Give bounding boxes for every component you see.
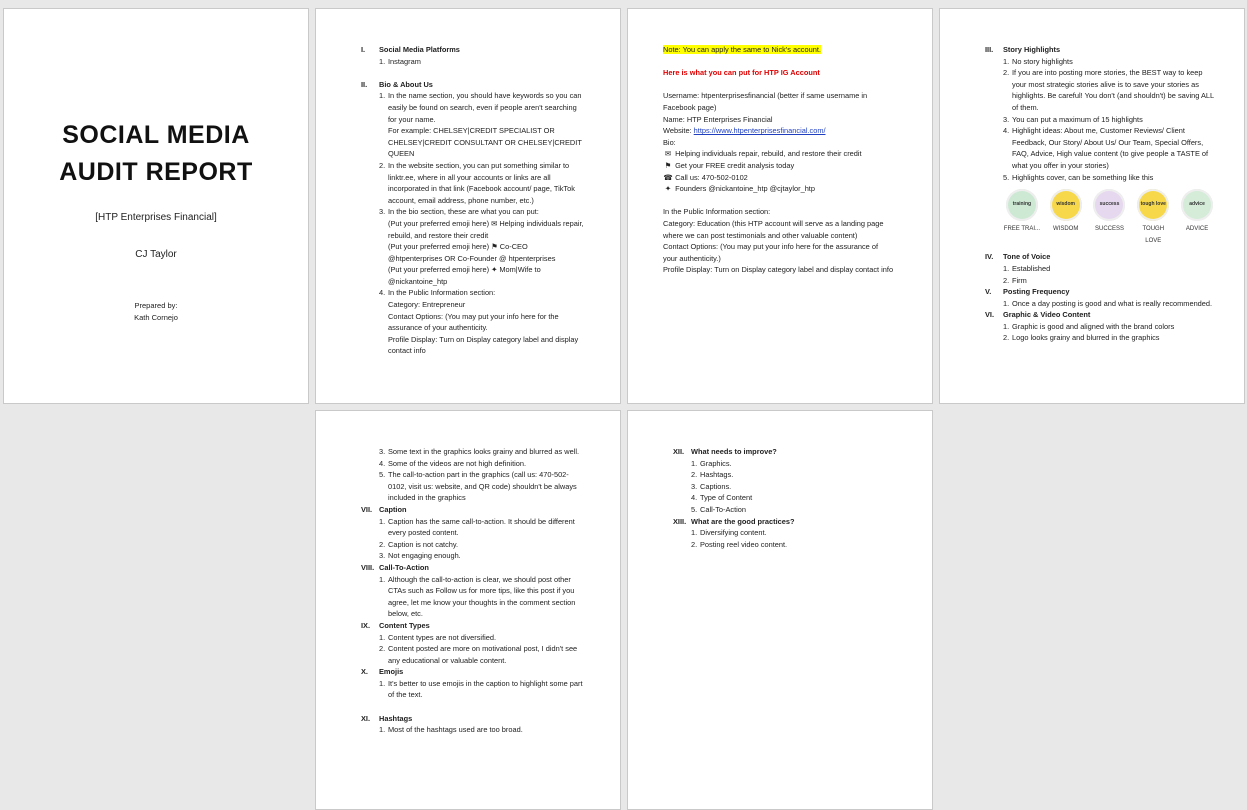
page-5-body: [361, 446, 584, 736]
page-2: [315, 8, 621, 404]
client-name: [HTP Enterprises Financial]: [95, 212, 217, 223]
section-number: II.: [361, 79, 368, 89]
page-5: [315, 410, 621, 810]
list-item: 1. Graphic is good and aligned with the brand colors: [1003, 321, 1175, 331]
section-number: X.: [361, 667, 368, 677]
highlight-cover[interactable]: [1178, 189, 1216, 247]
list-item: 2. Hashtags.: [691, 470, 734, 480]
list-item-text: Established: [1012, 263, 1051, 273]
list-item-text: Some text in the graphics looks grainy and blurred as well.: [388, 447, 580, 456]
bio-label: Bio:: [663, 137, 676, 147]
bio-line: [663, 160, 894, 172]
list-item-text: In the bio section, these are what you can put:: [388, 207, 539, 217]
section-number: V.: [985, 287, 992, 297]
section-caption: [361, 504, 584, 562]
prepared-by-label: Prepared by:: [134, 301, 178, 310]
title-line-2: AUDIT REPORT: [59, 158, 253, 186]
list-item-text: The call-to-action part in the graphics (call us: 470-502-0102, visit us: website, and QR code) shouldn't be always included in the graphics: [388, 470, 577, 503]
list-item: 1. Content types are not diversified.: [379, 632, 497, 642]
list-item-text: No story highlights: [1012, 56, 1073, 66]
section-number: III.: [985, 45, 994, 54]
list-item-text: (Put your preferred emoji here) ⚑ Co-CEO @htpenterprises OR Co-Founder @ htpenterprises: [388, 242, 556, 263]
list-item: 3. Captions.: [691, 481, 732, 491]
list-item: 2. Logo looks grainy and blurred in the graphics: [1003, 333, 1160, 343]
list-item: 1. Graphics.: [691, 458, 732, 468]
list-item: 4. Some of the videos are not high definition.: [379, 458, 527, 468]
website-line: [663, 125, 894, 137]
bio-text: Call us: 470-502-0102: [675, 172, 748, 182]
section-title: Social Media Platforms: [379, 45, 460, 54]
highlight-cover-image: wisdom: [1050, 189, 1082, 221]
list-item: 3. Not engaging enough.: [379, 551, 461, 561]
list-item-text: Content posted are more on motivational post, I didn't see any educational or valuable content.: [388, 644, 578, 665]
list-item: 1. Established: [1003, 263, 1051, 273]
list-item-text: Content types are not diversified.: [388, 632, 497, 642]
section-number: I.: [361, 45, 366, 54]
list-item-text: Call-To-Action: [700, 504, 746, 514]
list-item: 1. Instagram: [379, 56, 421, 66]
section-graphic-video-content: [985, 309, 1216, 344]
section-number: XIII.: [673, 516, 687, 526]
page-3: [627, 8, 933, 404]
list-item-text: Highlight ideas: About me, Customer Reviews/ Client Feedback, Our Story/ About Us/ Our Team, Special Offers, FAQ, Advice, High value content (to give people a TASTE of what you offer in your stories): [1012, 126, 1209, 170]
list-item-text: In the Public Information section:: [388, 288, 496, 298]
website-label: Website:: [663, 126, 694, 136]
bio-line: [663, 172, 894, 184]
section-story-highlights: [985, 44, 1216, 247]
section-title: Call-To-Action: [379, 562, 429, 572]
section-posting-frequency: [985, 286, 1216, 309]
website-link[interactable]: https://www.htpenterprisesfinancial.com/: [693, 126, 826, 136]
list-item-text: Most of the hashtags used are too broad.: [388, 725, 523, 735]
bio-text: Helping individuals repair, rebuild, and restore their credit: [675, 149, 862, 159]
list-item-text: Highlights cover, can be something like this: [1012, 172, 1154, 182]
section-list: [1003, 56, 1216, 184]
list-item-text: In the website section, you can put something similar to linktr.ee, where in all your accounts or links are all incorporated in that link (Facebook account/ page, TikTok account, email address, phone number, etc.): [388, 160, 575, 205]
list-item-text: For example: CHELSEY|CREDIT SPECIALIST OR CHELSEY|CREDIT CONSULTANT OR CHELSEY|CREDIT QUEEN: [388, 126, 582, 159]
highlight-cover-image: advice: [1181, 189, 1213, 221]
list-item-text: Caption is not catchy.: [388, 539, 459, 549]
list-item: 1. Diversifying content.: [691, 528, 767, 538]
section-title: Posting Frequency: [1003, 287, 1070, 297]
list-item-text: Category: Entrepreneur: [388, 300, 466, 310]
section-content-types: [361, 620, 584, 666]
list-item-text: Profile Display: Turn on Display category label and display contact info: [388, 334, 579, 356]
highlight-cover-image: training: [1006, 189, 1038, 221]
section-title: Tone of Voice: [1003, 252, 1051, 262]
list-item-text: Not engaging enough.: [388, 551, 461, 561]
section-list: [379, 632, 584, 667]
highlight-label: TOUGH LOVE: [1142, 226, 1165, 244]
list-item: 5. Call-To-Action: [691, 504, 746, 514]
section-bio-about-us: [361, 79, 584, 357]
cover-page: [3, 8, 309, 404]
list-item-text: Although the call-to-action is clear, we should post other CTAs such as Follow us for more tips, like this post if you agree, let me know your thoughts in the comment section below, etc.: [388, 574, 576, 619]
list-item-text: Once a day posting is good and what is really recommended.: [1012, 298, 1213, 308]
list-item: 1. No story highlights: [1003, 56, 1073, 66]
list-item: 2. Posting reel video content.: [691, 539, 788, 549]
list-item-text: Posting reel video content.: [700, 539, 788, 549]
profile-display-line: Profile Display: Turn on Display category label and display contact info: [663, 265, 894, 275]
list-item-text: Captions.: [700, 481, 732, 491]
section-title: What are the good practices?: [691, 516, 795, 526]
list-item: 1. Although the call-to-action is clear, we should post other CTAs such as Follow us for more tips, like this post if you agree, let me know your thoughts in the comment section below, etc.: [379, 574, 576, 619]
section-title: Emojis: [379, 667, 404, 677]
list-item-text: Diversifying content.: [700, 528, 767, 538]
author-name: CJ Taylor: [135, 249, 177, 260]
list-item: 1. Once a day posting is good and what is really recommended.: [1003, 298, 1213, 308]
highlight-label: WISDOM: [1053, 226, 1079, 233]
highlight-covers: [1003, 189, 1216, 247]
list-item: 2. Content posted are more on motivational post, I didn't see any educational or valuable content.: [379, 644, 578, 665]
section-list: [379, 678, 584, 701]
section-what-needs-to-improve: [673, 446, 896, 516]
section-title: Caption: [379, 504, 407, 514]
note-highlight: Note: You can apply the same to Nick's account.: [663, 45, 821, 54]
public-info-heading: In the Public Information section:: [663, 207, 771, 217]
list-item: 3. You can put a maximum of 15 highlights: [1003, 114, 1143, 124]
section-title: Content Types: [379, 620, 430, 630]
section-social-media-platforms: [361, 44, 584, 67]
page-4-body: [985, 44, 1216, 344]
bio-line: [663, 148, 894, 160]
list-item: 1. It's better to use emojis in the caption to highlight some part of the text.: [379, 678, 583, 700]
section-list: [379, 516, 584, 562]
page-2-body: [361, 44, 584, 357]
section-number: IV.: [985, 252, 994, 262]
section-list: [1003, 263, 1216, 286]
highlight-cover[interactable]: [1134, 189, 1172, 247]
list-item-text: Graphic is good and aligned with the brand colors: [1012, 321, 1175, 331]
bio-text: Founders @nickantoine_htp @cjtaylor_htp: [675, 184, 815, 194]
section-good-practices: [673, 516, 896, 551]
list-item: 1. Most of the hashtags used are too broad.: [379, 725, 523, 735]
list-item: 2. Firm: [1003, 275, 1027, 285]
list-item: 4. Type of Content: [691, 493, 753, 503]
highlight-cover[interactable]: [1003, 189, 1041, 247]
section-hashtags: [361, 713, 584, 736]
list-item-text: Hashtags.: [700, 470, 734, 480]
section-number: VII.: [361, 504, 373, 514]
list-item-text: Graphics.: [700, 458, 732, 468]
section-number: VIII.: [361, 562, 375, 572]
username-line: Username: htpenterprisesfinancial (better if same username in Facebook page): [663, 91, 868, 112]
bio-line: [663, 183, 894, 195]
list-item: 4. Highlight ideas: About me, Customer Reviews/ Client Feedback, Our Story/ About Us/ Our Team, Special Offers, FAQ, Advice, High value content (to give people a TASTE of what you offer in your stories): [1003, 126, 1209, 170]
flag-icon: ⚑: [664, 160, 672, 170]
list-item: 3. Some text in the graphics looks grainy and blurred as well.: [379, 447, 580, 456]
list-item: 3. In the bio section, these are what you can put: (Put your preferred emoji here) ✉ Helping individuals repair, rebuild, and restore their credit (Put your preferred emoji here) ⚑ Co-CEO @htpenterprises OR Co-Founder @ htpenterprises (Put your preferred emoji here) ✦ Mom|Wife to @nickantoine_htp: [379, 207, 584, 286]
list-item: 2. Caption is not catchy.: [379, 539, 459, 549]
list-item: 4. In the Public Information section: Category: Entrepreneur Contact Options: (You may put your info here for the assurance of your authenticity. Profile Display: Turn on Display category label and display contact info: [388, 287, 584, 357]
category-line: Category: Education (this HTP account will serve as a landing page where we can post testimonials and other valuable content): [663, 218, 884, 240]
list-item: 2. If you are into posting more stories, the BEST way to keep your most strategic stories alive is to save your stories as highlights. Be careful! You don't (and shouldn't) be saving ALL of them.: [1003, 68, 1214, 112]
section-title: What needs to improve?: [691, 447, 777, 456]
section-list: [691, 527, 896, 550]
section-number: XI.: [361, 713, 371, 723]
section-title: Hashtags: [379, 713, 413, 723]
section-tone-of-voice: [985, 251, 1216, 286]
report-title: [4, 117, 308, 191]
section-list: [379, 90, 584, 357]
list-item-text: Some of the videos are not high definition.: [388, 458, 527, 468]
section-list: [1003, 298, 1216, 310]
page-3-body: [663, 44, 894, 276]
list-item-text: (Put your preferred emoji here) ✉ Helping individuals repair, rebuild, and restore their credit: [388, 218, 584, 240]
ig-account-heading: Here is what you can put for HTP IG Account: [663, 68, 820, 78]
section-number: XII.: [673, 447, 685, 456]
section-list: [379, 446, 584, 504]
highlight-cover-image: success: [1093, 189, 1125, 221]
phone-icon: ☎: [663, 172, 673, 182]
page-6-body: [673, 446, 896, 550]
list-item: 2. In the website section, you can put something similar to linktr.ee, where in all your accounts or links are all incorporated in that link (Facebook account/ page, TikTok account, email address, phone number, etc.): [388, 160, 584, 206]
name-line: Name: HTP Enterprises Financial: [663, 114, 773, 124]
highlight-cover-image: tough love: [1137, 189, 1169, 221]
list-item-text: Type of Content: [700, 493, 753, 503]
list-item: 5. The call-to-action part in the graphics (call us: 470-502-0102, visit us: website, and QR code) shouldn't be always included in the graphics: [379, 470, 577, 503]
list-item-text: Instagram: [388, 56, 421, 66]
list-item-text: Caption has the same call-to-action. It should be different every posted content.: [388, 516, 575, 538]
prepared-by: [4, 300, 308, 324]
page-4: [939, 8, 1245, 404]
highlight-label: FREE TRAI...: [1003, 226, 1041, 233]
section-title: Bio & About Us: [379, 79, 433, 89]
section-list: [1003, 321, 1216, 344]
list-item-text: (Put your preferred emoji here) ✦ Mom|Wife to @nickantoine_htp: [388, 265, 541, 286]
section-call-to-action: [361, 562, 584, 620]
list-item: 1. In the name section, you should have keywords so you can easily be found on search, even if people aren't searching for your name. For example: CHELSEY|CREDIT SPECIALIST OR CHELSEY|CREDIT CONSULTANT OR CHELSEY|CREDIT QUEEN: [388, 90, 584, 160]
list-item-text: It's better to use emojis in the caption to highlight some part of the text.: [388, 678, 583, 700]
list-item: 1. Caption has the same call-to-action. It should be different every posted content.: [379, 516, 575, 538]
list-item: 5. Highlights cover, can be something like this: [1003, 172, 1154, 182]
section-emojis: [361, 666, 584, 701]
list-item-text: You can put a maximum of 15 highlights: [1012, 114, 1143, 124]
section-title: Story Highlights: [1003, 45, 1061, 54]
section-list: [691, 458, 896, 516]
sparkle-icon: ✦: [664, 184, 672, 194]
section-title: Graphic & Video Content: [1003, 310, 1091, 320]
title-line-1: SOCIAL MEDIA: [62, 121, 250, 149]
section-list: [379, 56, 584, 68]
section-graphic-video-continued: [361, 446, 584, 504]
section-number: VI.: [985, 310, 995, 320]
highlight-label: ADVICE: [1185, 226, 1209, 233]
highlight-cover[interactable]: [1047, 189, 1085, 247]
envelope-icon: ✉: [664, 149, 672, 159]
prepared-by-name: Kath Cornejo: [134, 313, 178, 322]
highlight-label: SUCCESS: [1094, 226, 1124, 233]
list-item-text: Firm: [1012, 275, 1027, 285]
section-list: [379, 724, 584, 736]
list-item-text: If you are into posting more stories, the BEST way to keep your most strategic stories alive is to save your stories as highlights. Be careful! You don't (and shouldn't) be saving ALL of them.: [1012, 68, 1214, 112]
page-6: [627, 410, 933, 810]
list-item-text: Contact Options: (You may put your info here for the assurance of your authenticity.: [388, 311, 559, 333]
list-item-text: In the name section, you should have keywords so you can easily be found on search, even if people aren't searching for your name.: [388, 91, 582, 124]
contact-line: Contact Options: (You may put your info here for the assurance of your authenticity.): [663, 242, 878, 263]
highlight-cover[interactable]: [1091, 189, 1129, 247]
list-item-text: Logo looks grainy and blurred in the graphics: [1012, 333, 1160, 343]
section-number: IX.: [361, 620, 371, 630]
bio-text: Get your FREE credit analysis today: [675, 160, 795, 170]
section-list: [379, 574, 584, 620]
